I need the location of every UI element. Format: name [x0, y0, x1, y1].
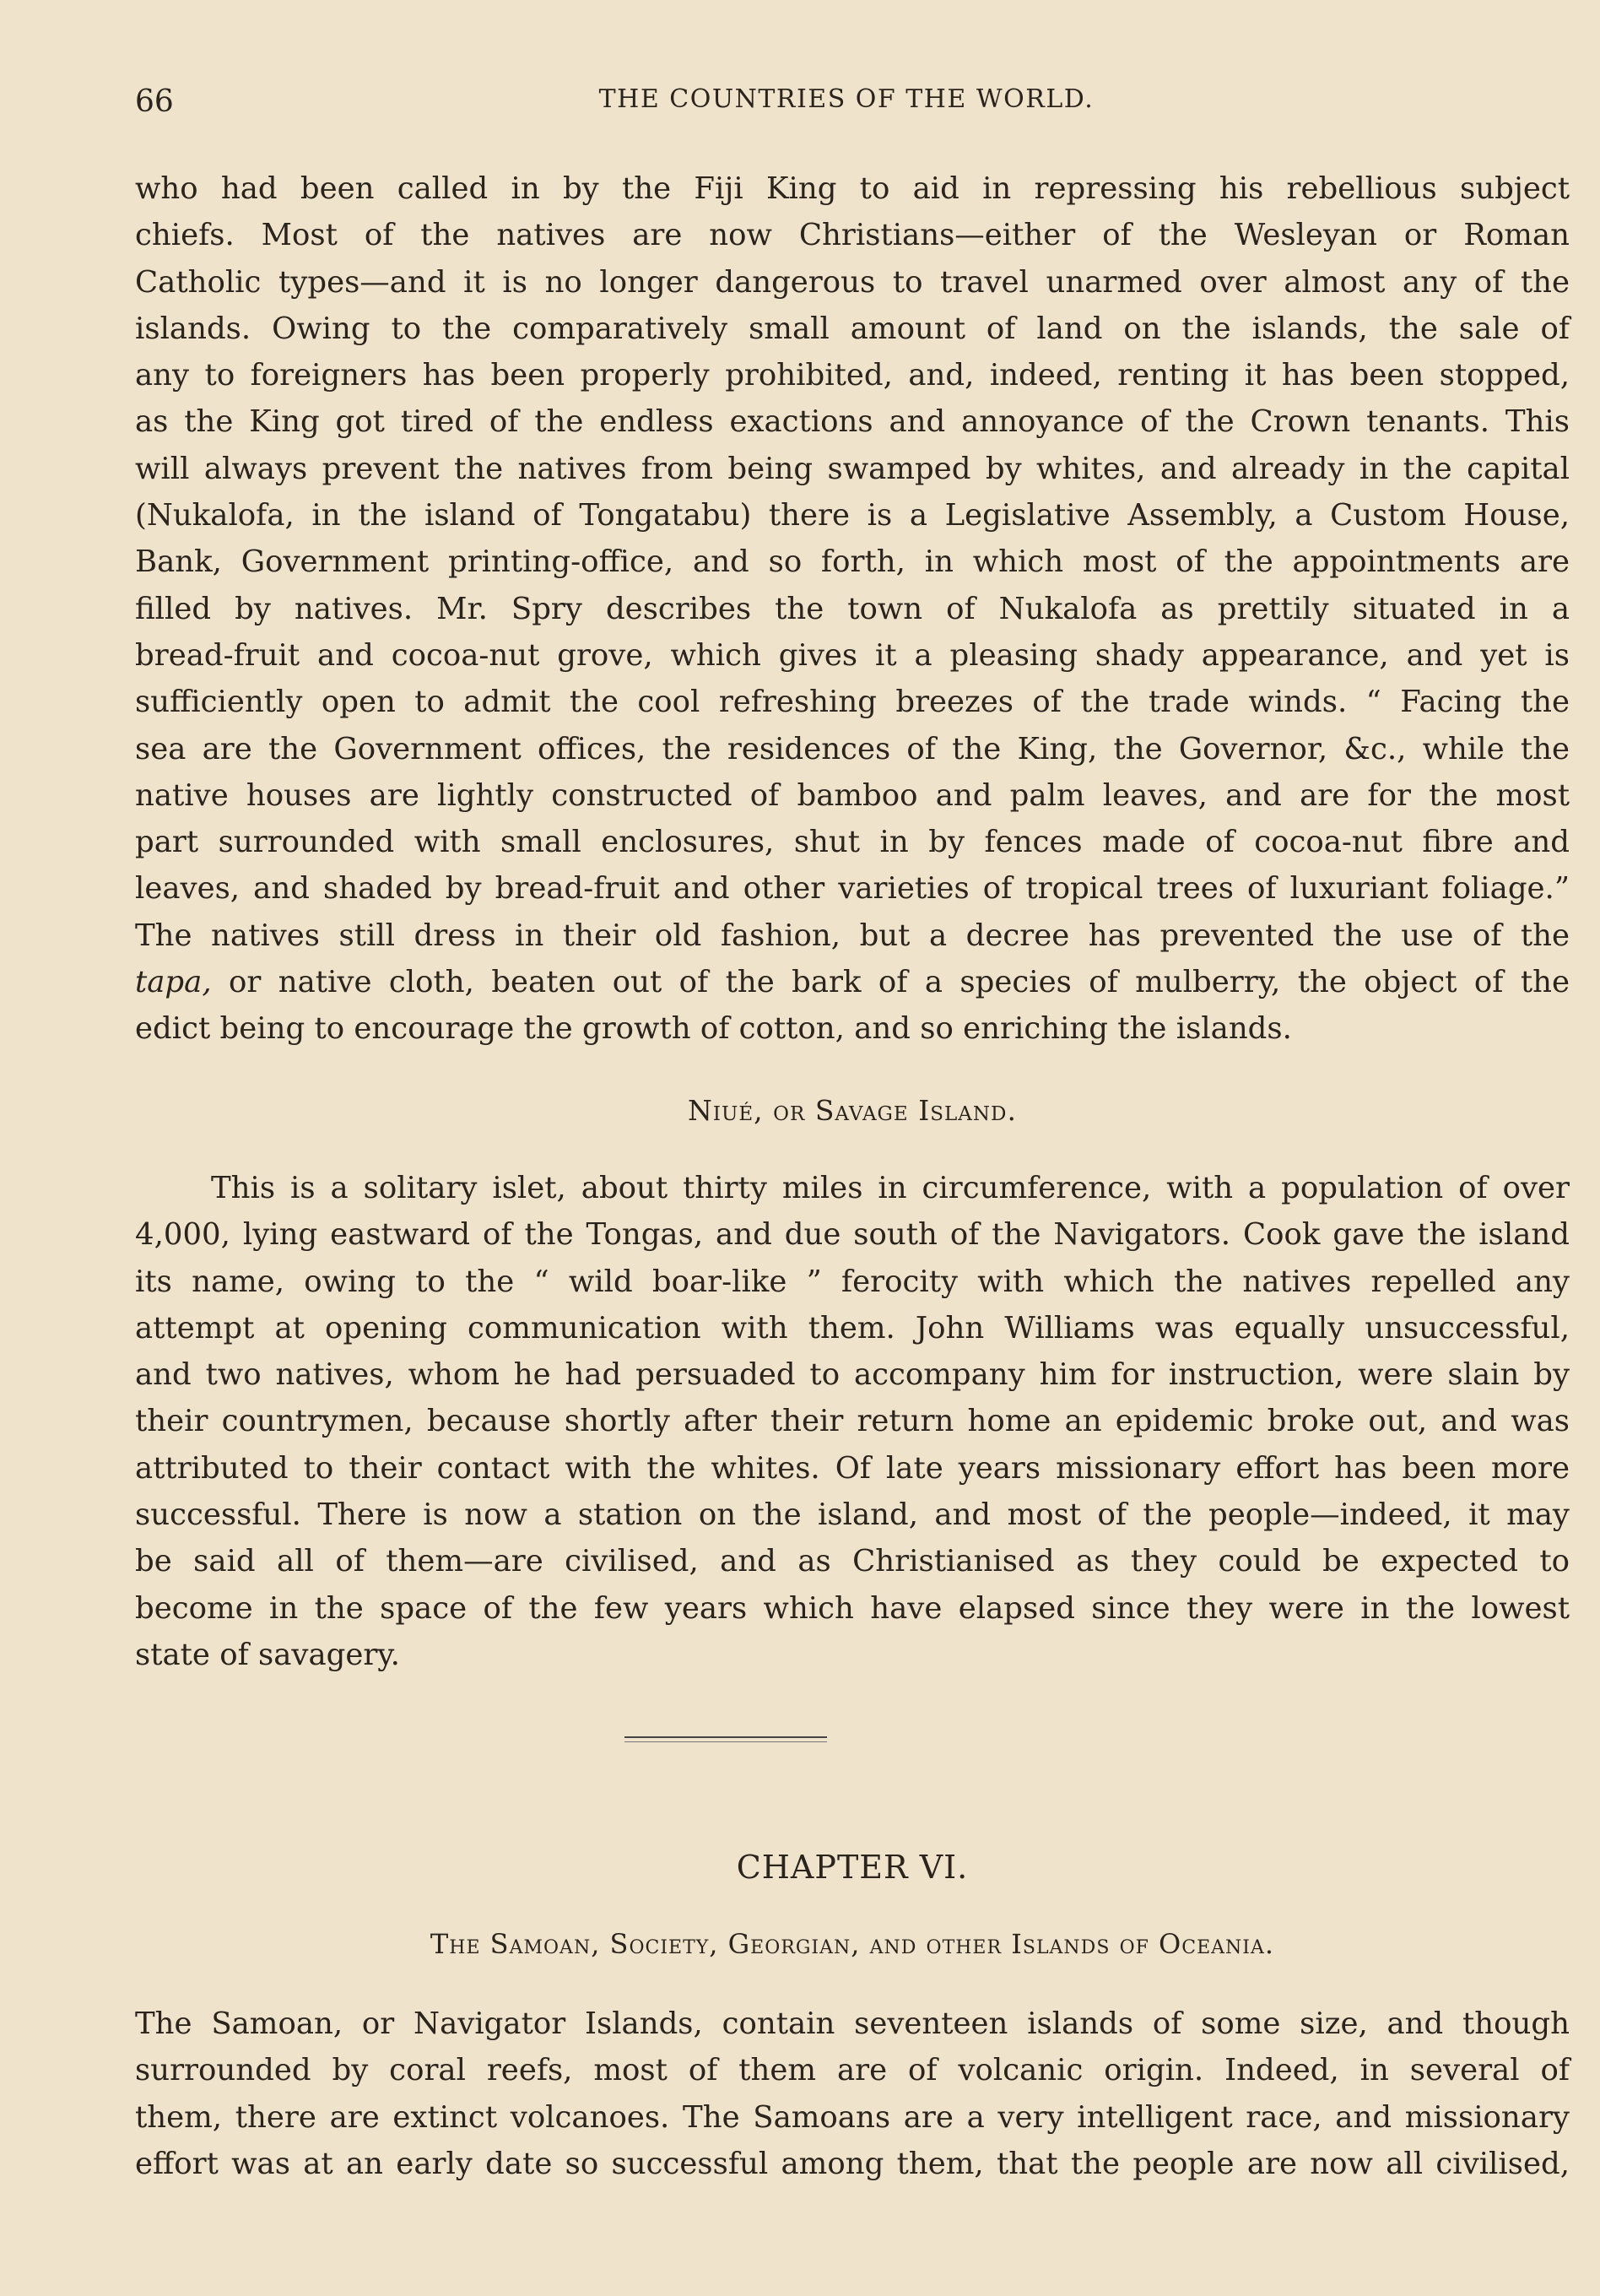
text-line: become in the space of the few years which have elapsed since they were in the lowest [135, 1590, 1570, 1626]
text-line: surrounded by coral reefs, most of them are of volcanic origin. Indeed, in several of [135, 2053, 1570, 2088]
text-line: The natives still dress in their old fashion, but a decree has prevented the use of the [135, 918, 1570, 953]
text-line: state of savagery. [135, 1637, 400, 1672]
running-title: THE COUNTRIES OF THE WORLD. [598, 84, 1095, 114]
text-line: leaves, and shaded by bread-fruit and other varieties of tropical trees of luxuriant foliage.” [135, 871, 1570, 907]
text-line: successful. There is now a station on the island, and most of the people—indeed, it may [135, 1497, 1570, 1533]
text-line: and two natives, whom he had persuaded to accompany him for instruction, were slain by [135, 1357, 1570, 1393]
text-line: its name, owing to the “ wild boar-like ” ferocity with which the natives repelled any [135, 1264, 1570, 1299]
text-line: The Samoan, or Navigator Islands, contain seventeen islands of some size, and though [135, 2006, 1570, 2041]
section-divider [624, 1736, 827, 1738]
text-line: them, there are extinct volcanoes. The Samoans are a very intelligent race, and missionary [135, 2099, 1570, 2135]
text-line: as the King got tired of the endless exactions and annoyance of the Crown tenants. This [135, 404, 1570, 440]
text-line: 4,000, lying eastward of the Tongas, and due south of the Navigators. Cook gave the island [135, 1217, 1570, 1253]
paragraph-samoa [135, 2001, 1570, 2187]
section-divider-thin [624, 1741, 827, 1742]
text-line: any to foreigners has been properly prohibited, and, indeed, renting it has been stopped, [135, 358, 1570, 393]
text-line: Bank, Government printing-office, and so forth, in which most of the appointments are [135, 544, 1570, 580]
section-heading-niue: Niué, or Savage Island. [688, 1094, 1017, 1127]
text-line: bread-fruit and cocoa-nut grove, which gives it a pleasing shady appearance, and yet is [135, 637, 1570, 673]
text-line: This is a solitary islet, about thirty miles in circumference, with a population of over [211, 1171, 1570, 1205]
chapter-subtitle: The Samoan, Society, Georgian, and other Islands of Oceania. [430, 1928, 1275, 1960]
text-line-tapa [135, 959, 1570, 1005]
text-line: who had been called in by the Fiji King to aid in repressing his rebellious subject [135, 171, 1570, 206]
paragraph-tonga [135, 165, 1570, 1053]
paragraph-niue [135, 1165, 1570, 1678]
text-line: filled by natives. Mr. Spry describes the town of Nukalofa as prettily situated in a [135, 591, 1570, 626]
text-line: effort was at an early date so successful among them, that the people are now all civilised, [135, 2146, 1570, 2181]
text-line: attempt at opening communication with them. John Williams was equally unsuccessful, [135, 1310, 1570, 1346]
tapa-line-rest: or native cloth, beaten out of the bark of a species of mulberry, the object of the [211, 965, 1570, 1000]
text-line: sea are the Government offices, the residences of the King, the Governor, &c., while the [135, 731, 1570, 766]
text-line: sufficiently open to admit the cool refreshing breezes of the trade winds. “ Facing the [135, 685, 1570, 720]
tapa-word: tapa, [135, 965, 212, 1000]
text-line: chiefs. Most of the natives are now Christians—either of the Wesleyan or Roman [135, 218, 1570, 253]
page-number: 66 [135, 84, 174, 119]
page-header [135, 84, 1558, 122]
text-line: their countrymen, because shortly after their return home an epidemic broke out, and was [135, 1404, 1570, 1439]
text-line: part surrounded with small enclosures, shut in by fences made of cocoa-nut fibre and [135, 825, 1570, 860]
text-line: be said all of them—are civilised, and as Christianised as they could be expected to [135, 1544, 1570, 1579]
chapter-title: CHAPTER VI. [736, 1849, 969, 1886]
text-line: attributed to their contact with the whites. Of late years missionary effort has been more [135, 1450, 1570, 1486]
text-line: (Nukalofa, in the island of Tongatabu) there is a Legislative Assembly, a Custom House, [135, 498, 1570, 533]
text-line: will always prevent the natives from being swamped by whites, and already in the capital [135, 451, 1570, 486]
text-line: native houses are lightly constructed of bamboo and palm leaves, and are for the most [135, 777, 1570, 813]
text-line: edict being to encourage the growth of cotton, and so enriching the islands. [135, 1011, 1292, 1047]
text-line: Catholic types—and it is no longer dangerous to travel unarmed over almost any of the [135, 264, 1570, 300]
text-line: islands. Owing to the comparatively small amount of land on the islands, the sale of [135, 311, 1570, 346]
